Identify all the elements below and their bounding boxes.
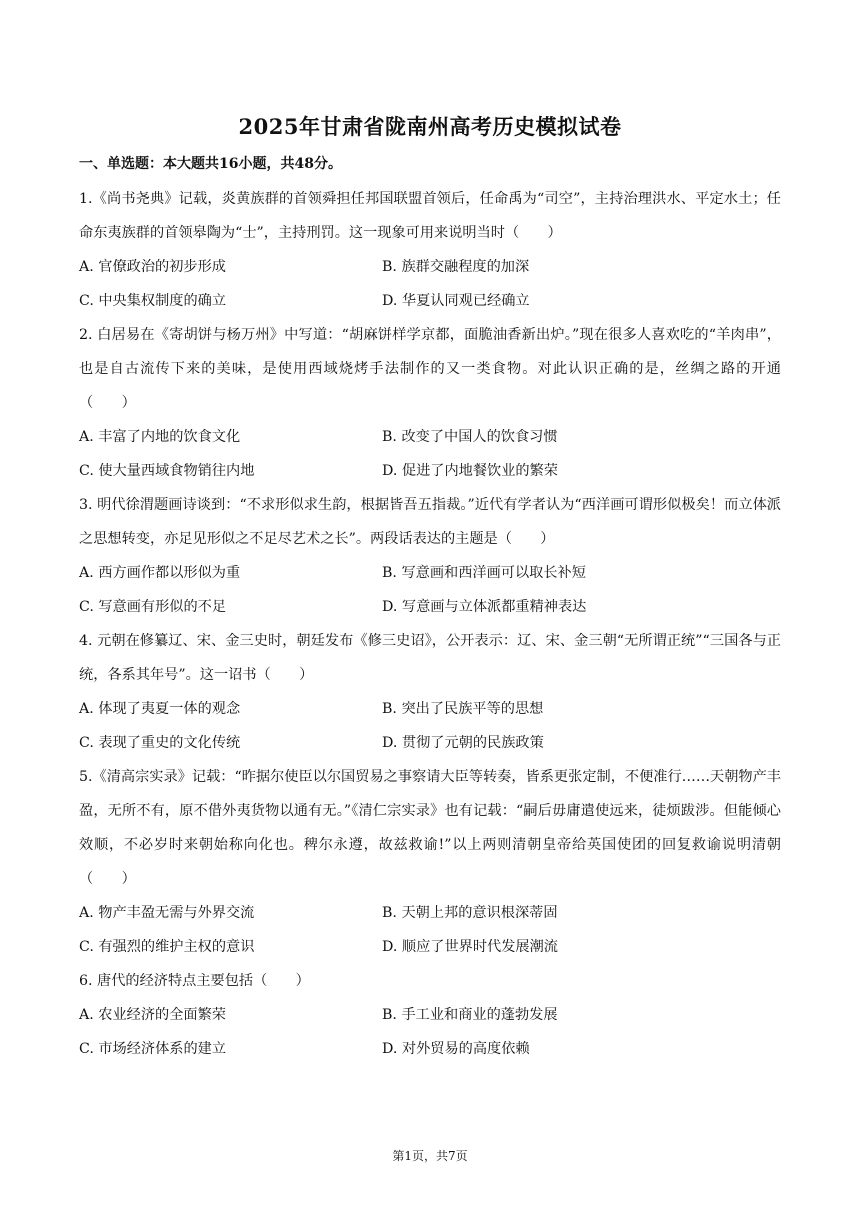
option-b: B. 手工业和商业的蓬勃发展: [382, 1007, 558, 1023]
option-c: C. 有强烈的维护主权的意识: [79, 939, 255, 955]
option-c: C. 写意画有形似的不足: [79, 599, 227, 615]
option-a: A. 西方画作都以形似为重: [79, 565, 241, 581]
option-b: B. 天朝上邦的意识根深蒂固: [382, 905, 558, 921]
page-title: 2025年甘肃省陇南州高考历史模拟试卷: [238, 114, 622, 139]
option-b: B. 族群交融程度的加深: [382, 259, 530, 275]
option-d: D. 促进了内地餐饮业的繁荣: [382, 463, 558, 479]
option-a: A. 体现了夷夏一体的观念: [79, 701, 241, 717]
question-5-options: [79, 896, 781, 964]
option-d: D. 对外贸易的高度依赖: [382, 1041, 530, 1057]
question-5-stem: 5.《清高宗实录》记载：“昨据尔使臣以尔国贸易之事察请大臣等转奏，皆系更张定制，不便准行……天朝物产丰盈，无所不有，原不借外夷货物以通有无。”《清仁宗实录》也有记载：“嗣后毋庸遣使远来，徒烦跋涉。但能倾心效顺，不必岁时来朝始称向化也。稗尔永遵，故兹救谕!”以上两则清朝皇帝给英国使团的回复救谕说明清朝（ ）: [79, 769, 781, 887]
question-6-options: [79, 998, 781, 1066]
option-b: B. 突出了民族平等的思想: [382, 701, 544, 717]
option-c: C. 表现了重史的文化传统: [79, 735, 241, 751]
option-c: C. 中央集权制度的确立: [79, 293, 227, 309]
option-a: A. 官僚政治的初步形成: [79, 259, 226, 275]
section-heading: 一、单选题：本大题共16小题，共48分。: [79, 156, 342, 172]
question-1-stem: 1.《尚书尧典》记载，炎黄族群的首领舜担任邦国联盟首领后，任命禹为“司空”，主持治理洪水、平定水土；任命东夷族群的首领皋陶为“士”，主持刑罚。这一现象可用来说明当时（ ）: [79, 191, 781, 241]
question-1-options: [79, 250, 781, 318]
question-4-options: [79, 692, 781, 760]
option-d: D. 贯彻了元朝的民族政策: [382, 735, 544, 751]
option-d: D. 顺应了世界时代发展潮流: [382, 939, 558, 955]
option-b: B. 改变了中国人的饮食习惯: [382, 429, 558, 445]
question-6-stem: 6. 唐代的经济特点主要包括（ ）: [79, 973, 310, 989]
question-3-options: [79, 556, 781, 624]
option-d: D. 写意画与立体派都重精神表达: [382, 599, 587, 615]
option-d: D. 华夏认同观已经确立: [382, 293, 530, 309]
option-a: A. 物产丰盈无需与外界交流: [79, 905, 255, 921]
question-2-options: [79, 420, 781, 488]
option-c: C. 市场经济体系的建立: [79, 1041, 227, 1057]
option-a: A. 农业经济的全面繁荣: [79, 1007, 226, 1023]
question-2-stem: 2. 白居易在《寄胡饼与杨万州》中写道：“胡麻饼样学京都，面脆油香新出炉。”现在很多人喜欢吃的“羊肉串”，也是自古流传下来的美味，是使用西域烧烤手法制作的又一类食物。对此认识正确的是，丝绸之路的开通（ ）: [79, 327, 781, 411]
page-number: 第1页，共7页: [392, 1149, 468, 1163]
option-c: C. 使大量西域食物销往内地: [79, 463, 255, 479]
option-a: A. 丰富了内地的饮食文化: [79, 429, 241, 445]
option-b: B. 写意画和西洋画可以取长补短: [382, 565, 586, 581]
question-4-stem: 4. 元朝在修纂辽、宋、金三史时，朝廷发布《修三史诏》，公开表示：辽、宋、金三朝“无所谓正统”“三国各与正统，各系其年号”。这一诏书（ ）: [79, 633, 781, 683]
question-3-stem: 3. 明代徐渭题画诗谈到：“不求形似求生韵，根据皆吾五指裁。”近代有学者认为“西洋画可谓形似极矣！而立体派之思想转变，亦足见形似之不足尽艺术之长”。两段话表达的主题是（ ）: [79, 497, 781, 547]
